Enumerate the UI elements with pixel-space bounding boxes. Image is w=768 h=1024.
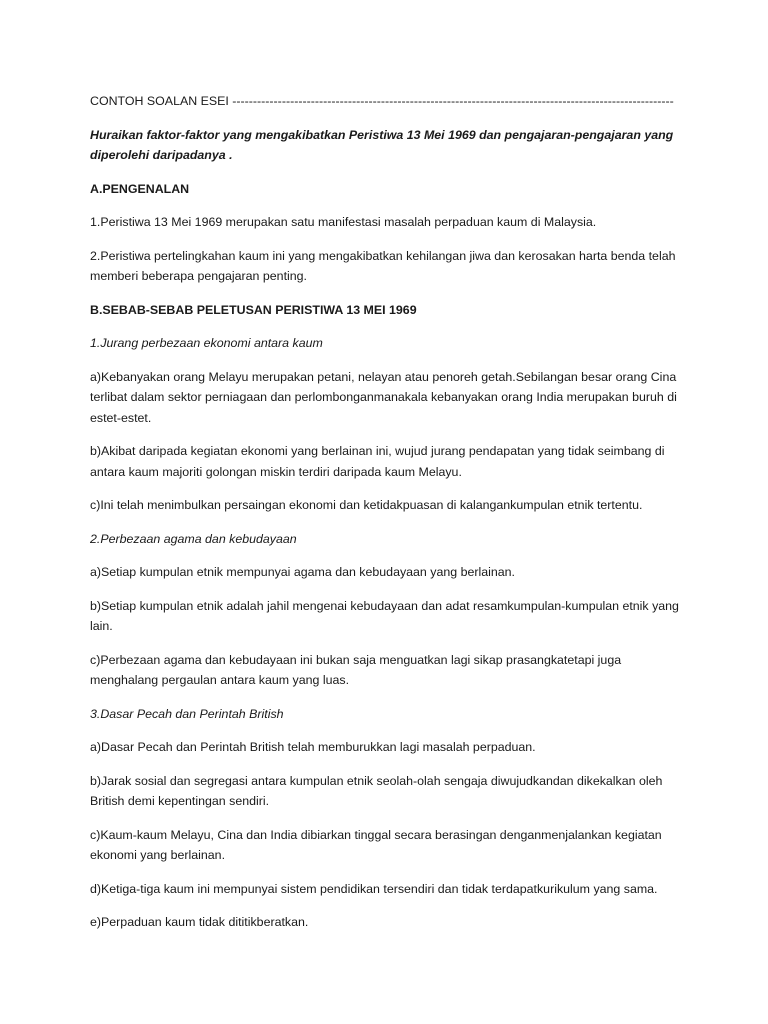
section-a-heading: A.PENGENALAN	[90, 181, 190, 196]
subsection-point: b)Jarak sosial dan segregasi antara kumpulan etnik seolah-olah sengaja diwujudkandan dikekalkan oleh British demi kepentingan sendiri.	[90, 773, 663, 808]
section-b-heading: B.SEBAB-SEBAB PELETUSAN PERISTIWA 13 MEI 1969	[90, 302, 417, 317]
section-a-paragraph: 1.Peristiwa 13 Mei 1969 merupakan satu manifestasi masalah perpaduan kaum di Malaysia.	[90, 215, 597, 229]
subsection-point: c)Kaum-kaum Melayu, Cina dan India dibiarkan tinggal secara berasingan denganmenjalankan kegiatan ekonomi yang berlainan.	[90, 827, 662, 862]
subsection-title: 3.Dasar Pecah dan Perintah British	[90, 706, 284, 721]
document-page	[90, 91, 680, 946]
essay-question: Huraikan faktor-faktor yang mengakibatkan Peristiwa 13 Mei 1969 dan pengajaran-pengajaran yang diperolehi daripadanya .	[90, 127, 674, 162]
subsection-point: b)Akibat daripada kegiatan ekonomi yang berlainan ini, wujud jurang pendapatan yang tidak seimbang di antara kaum majoriti golongan miskin terdiri daripada kaum Melayu.	[90, 444, 665, 479]
subsection-point: a)Dasar Pecah dan Perintah British telah memburukkan lagi masalah perpaduan.	[90, 740, 536, 754]
subsection-point: d)Ketiga-tiga kaum ini mempunyai sistem pendidikan tersendiri dan tidak terdapatkurikulum yang sama.	[90, 881, 658, 896]
subsection-point: c)Perbezaan agama dan kebudayaan ini bukan saja menguatkan lagi sikap prasangkatetapi juga menghalang pergaulan antara kaum yang luas.	[90, 652, 622, 687]
subsection-title: 2.Perbezaan agama dan kebudayaan	[90, 531, 297, 546]
document-header: CONTOH SOALAN ESEI -----------------------------------------------------------------------------------------------------------	[90, 94, 674, 108]
subsection-point: e)Perpaduan kaum tidak dititikberatkan.	[90, 915, 309, 929]
subsection-point: a)Kebanyakan orang Melayu merupakan petani, nelayan atau penoreh getah.Sebilangan besar orang Cina terlibat dalam sektor perniagaan dan perlombonganmanakala kebanyakan orang India merupakan buruh di estet-estet.	[90, 369, 677, 425]
subsection-point: a)Setiap kumpulan etnik mempunyai agama dan kebudayaan yang berlainan.	[90, 565, 516, 579]
subsection-point: b)Setiap kumpulan etnik adalah jahil mengenai kebudayaan dan adat resamkumpulan-kumpulan etnik yang lain.	[90, 598, 679, 633]
subsection-point: c)Ini telah menimbulkan persaingan ekonomi dan ketidakpuasan di kalangankumpulan etnik tertentu.	[90, 498, 643, 512]
section-a-paragraph: 2.Peristiwa pertelingkahan kaum ini yang mengakibatkan kehilangan jiwa dan kerosakan harta benda telah memberi beberapa pengajaran penting.	[90, 248, 676, 283]
subsection-title: 1.Jurang perbezaan ekonomi antara kaum	[90, 336, 323, 350]
